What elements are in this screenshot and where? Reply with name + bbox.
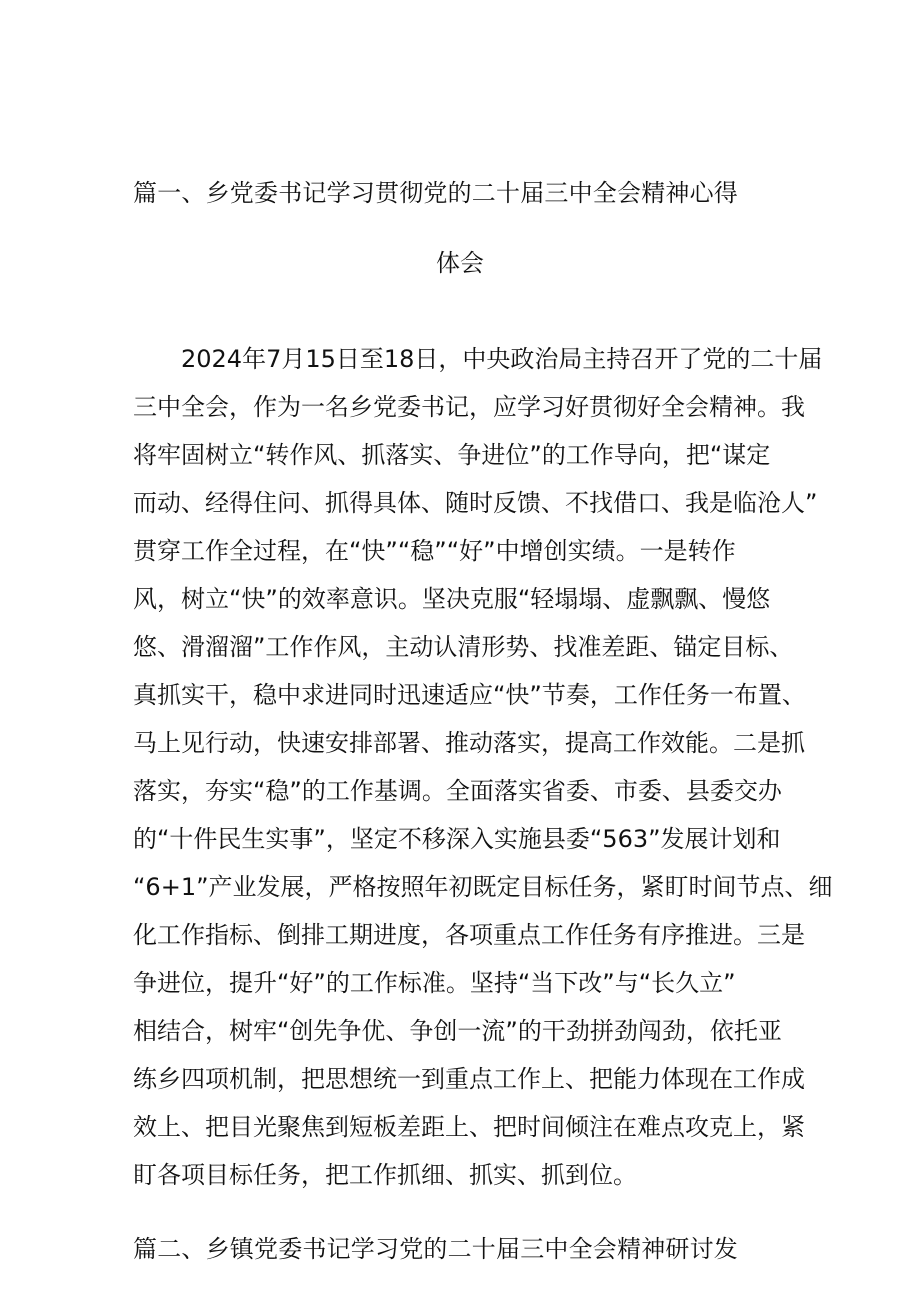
paragraph-line: 三中全会，作为一名乡党委书记，应学习好贯彻好全会精神。我 <box>133 393 805 421</box>
paragraph-line: 效上、把目光聚焦到短板差距上、把时间倾注在难点攻克上，紧 <box>133 1113 805 1141</box>
section2-title-line1: 篇二、乡镇党委书记学习党的二十届三中全会精神研讨发 <box>133 1235 738 1263</box>
paragraph-line: 2024年7月15日至18日，中央政治局主持召开了党的二十届 <box>181 345 823 373</box>
paragraph-line: 争进位，提升“好”的工作标准。坚持“当下改”与“长久立” <box>133 969 736 997</box>
paragraph-line: 贯穿工作全过程，在“快”“稳”“好”中增创实绩。一是转作 <box>133 537 736 565</box>
paragraph-line: 相结合，树牢“创先争优、争创一流”的干劲拼劲闯劲，依托亚 <box>133 1017 782 1045</box>
paragraph-line: 练乡四项机制，把思想统一到重点工作上、把能力体现在工作成 <box>133 1065 805 1093</box>
paragraph-line: 而动、经得住问、抓得具体、随时反馈、不找借口、我是临沧人” <box>133 489 818 517</box>
paragraph-line: 化工作指标、倒排工期进度，各项重点工作任务有序推进。三是 <box>133 921 805 949</box>
paragraph-line: “6+1”产业发展，严格按照年初既定目标任务，紧盯时间节点、细 <box>133 873 833 901</box>
paragraph-line: 马上见行动，快速安排部署、推动落实，提高工作效能。二是抓 <box>133 729 805 757</box>
paragraph-line: 真抓实干，稳中求进同时迅速适应“快”节奏，工作任务一布置、 <box>133 681 806 709</box>
paragraph-line: 悠、滑溜溜”工作作风，主动认清形势、找准差距、锚定目标、 <box>133 633 794 661</box>
paragraph-line: 风，树立“快”的效率意识。坚决克服“轻塌塌、虚飘飘、慢悠 <box>133 585 771 613</box>
section1-title-line1: 篇一、乡党委书记学习贯彻党的二十届三中全会精神心得 <box>133 179 738 207</box>
paragraph-line: 将牢固树立“转作风、抓落实、争进位”的工作导向，把“谋定 <box>133 441 771 469</box>
paragraph-line: 落实，夯实“稳”的工作基调。全面落实省委、市委、县委交办 <box>133 777 782 805</box>
paragraph-line: 的“十件民生实事”，坚定不移深入实施县委“563”发展计划和 <box>133 825 781 853</box>
paragraph-line: 盯各项目标任务，把工作抓细、抓实、抓到位。 <box>133 1161 637 1189</box>
section1-title-line2: 体会 <box>436 249 484 277</box>
